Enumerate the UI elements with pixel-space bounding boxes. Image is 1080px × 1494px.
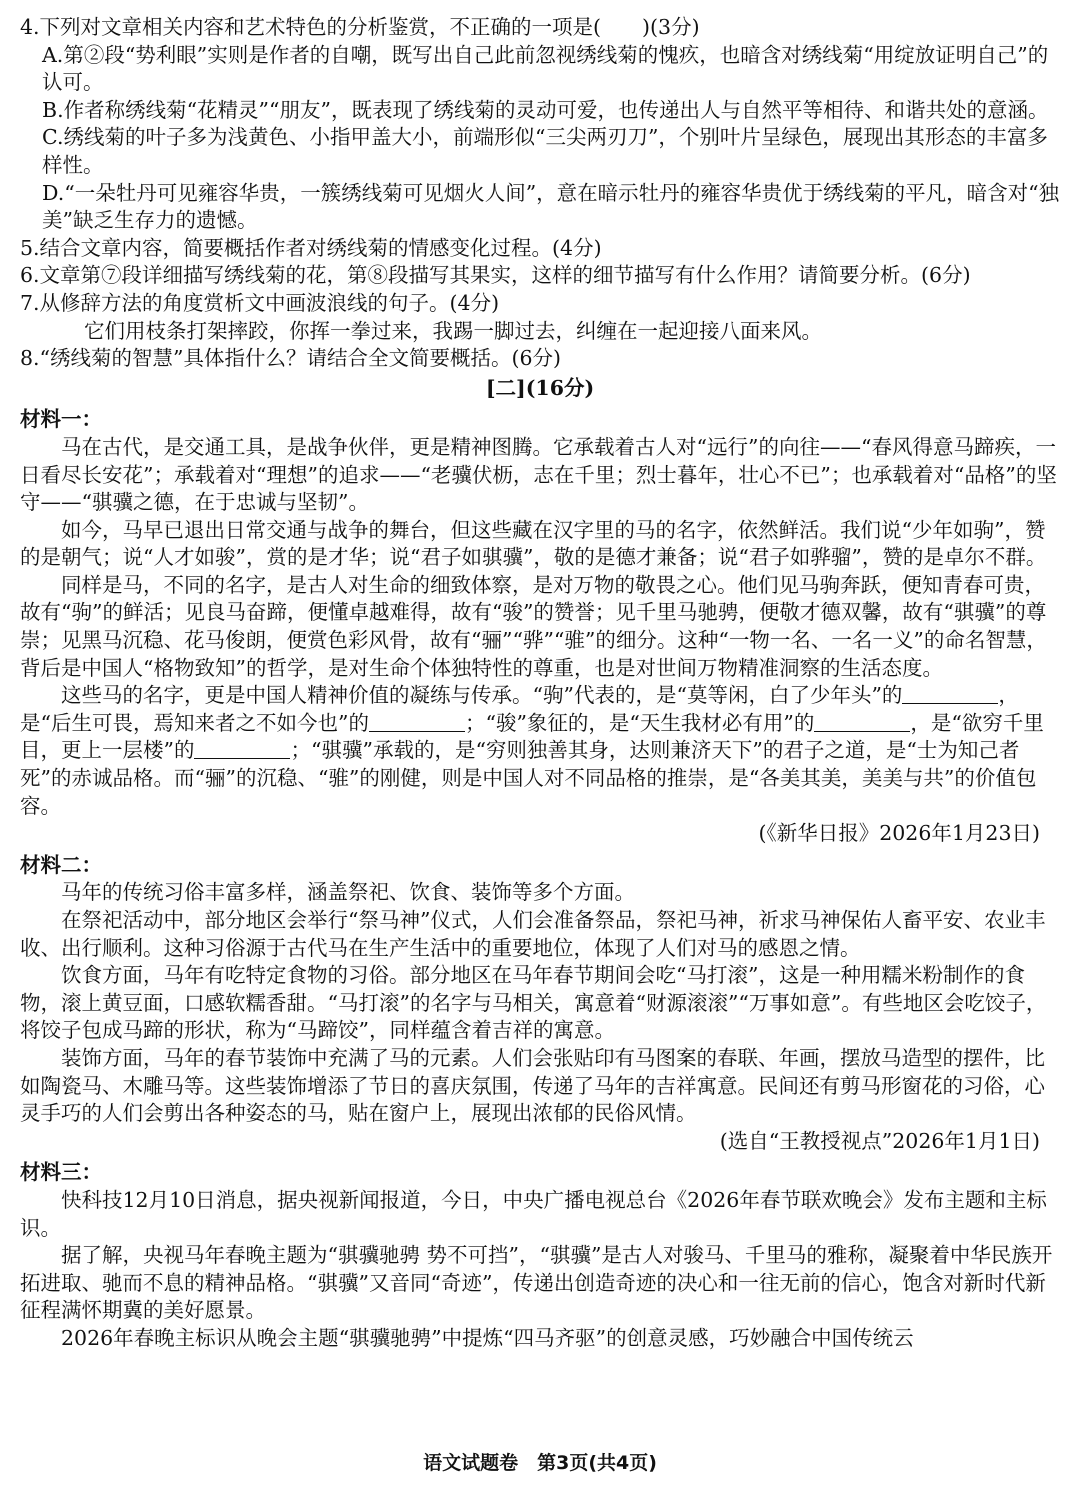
question-4-option-d: D.“一朵牡丹可见雍容华贵，一簇绣线菊可见烟火人间”，意在暗示牡丹的雍容华贵优于绣线菊的平凡，暗含对“独美”缺乏生存力的遗憾。 — [42, 180, 1060, 233]
question-8: 8.“绣线菊的智慧”具体指什么？请结合全文简要概括。(6分) — [20, 346, 562, 371]
question-4: 4.下列对文章相关内容和艺术特色的分析鉴赏，不正确的一项是( )(3分) — [20, 15, 700, 39]
fill-text: ，是“后生可畏，焉知来者之不如今也”的 — [20, 683, 1019, 735]
material-1-fill-paragraph — [20, 682, 1060, 820]
material-2-paragraph: 装饰方面，马年的春节装饰中充满了马的元素。人们会张贴印有马图案的春联、年画，摆放马造型的摆件，比如陶瓷马、木雕马等。这些装饰增添了节日的喜庆氛围，传递了马年的吉祥寓意。民间还有剪马形窗花的习俗，心灵手巧的人们会剪出各种姿态的马，贴在窗户上，展现出浓郁的民俗风情。 — [20, 1045, 1045, 1126]
material-2-paragraph: 马年的传统习俗丰富多样，涵盖祭祀、饮食、装饰等多个方面。 — [61, 880, 635, 905]
question-4-option-b: B.作者称绣线菊“花精灵”“朋友”，既表现了绣线菊的灵动可爱，也传递出人与自然平等相待、和谐共处的意涵。 — [42, 97, 1049, 122]
question-4-option-c: C.绣线菊的叶子多为浅黄色、小指甲盖大小，前端形似“三尖两刃刀”，个别叶片呈绿色，展现出其形态的丰富多样性。 — [42, 125, 1048, 177]
question-7-quoted-sentence: 它们用枝条打架摔跤，你挥一拳过来，我踢一脚过去，纠缠在一起迎接八面来风。 — [84, 318, 822, 343]
answer-blank-4[interactable] — [194, 740, 290, 759]
page-footer: 语文试题卷 第3页(共4页) — [423, 1452, 657, 1475]
section-2-title: [二](16分) — [485, 375, 595, 400]
material-2-source: (选自“王教授视点”2026年1月1日) — [719, 1128, 1040, 1153]
material-1-paragraph: 马在古代，是交通工具，是战争伙伴，更是精神图腾。它承载着古人对“远行”的向往——“春风得意马蹄疾，一日看尽长安花”；承载着对“理想”的追求——“老骥伏枥，志在千里；烈士暮年，壮心不已”；也承载着对“品格”的坚守——“骐骥之德，在于忠诚与坚韧”。 — [20, 434, 1057, 515]
fill-text: ，是“欲穷千里目，更上一层楼”的 — [20, 710, 1044, 763]
material-2-paragraph: 在祭祀活动中，部分地区会举行“祭马神”仪式，人们会准备祭品，祭祀马神，祈求马神保佑人畜平安、农业丰收、出行顺利。这种习俗源于古代马在生产生活中的重要地位，体现了人们对马的感恩之情。 — [20, 908, 1046, 960]
material-3-paragraph: 快科技12月10日消息，据央视新闻报道，今日，中央广播电视总台《2026年春节联欢晚会》发布主题和主标识。 — [20, 1187, 1047, 1240]
fill-text: ；“骐骥”承载的，是“穷则独善其身，达则兼济天下”的君子之道，是“士为知己者死”的赤诚品格。而“骊”的沉稳、“骓”的刚健，则是中国人对不同品格的推崇，是“各美其美，美美与共”的价值包容。 — [20, 738, 1037, 818]
answer-blank-3[interactable] — [814, 713, 910, 732]
material-1-source: (《新华日报》2026年1月23日) — [758, 821, 1040, 846]
material-3-title: 材料三： — [20, 1160, 102, 1185]
material-1-paragraph: 同样是马，不同的名字，是古人对生命的细致体察，是对万物的敬畏之心。他们见马驹奔跃，便知青春可贵，故有“驹”的鲜活；见良马奋蹄，便懂卓越难得，故有“骏”的赞誉；见千里马驰骋，便敬才德双馨，故有“骐骥”的尊崇；见黑马沉稳、花马俊朗，便赏色彩风骨，故有“骊”“骅”“骓”的细分。这种“一物一名、一名一义”的命名智慧，背后是中国人“格物致知”的哲学，是对生命个体独特性的尊重，也是对世间万物精准洞察的生活态度。 — [20, 572, 1047, 680]
material-2-title: 材料二： — [20, 852, 102, 877]
fill-text: 这些马的名字，更是中国人精神价值的凝练与传承。“驹”代表的，是“莫等闲，白了少年头”的 — [61, 683, 903, 708]
question-6: 6.文章第⑦段详细描写绣线菊的花，第⑧段描写其果实，这样的细节描写有什么作用？请简要分析。(6分) — [20, 263, 971, 288]
material-1-title: 材料一： — [20, 407, 102, 432]
material-2-paragraph: 饮食方面，马年有吃特定食物的习俗。部分地区在马年春节期间会吃“马打滚”，这是一种用糯米粉制作的食物，滚上黄豆面，口感软糯香甜。“马打滚”的名字与马相关，寓意着“财源滚滚”“万事如意”。有些地区会吃饺子，将饺子包成马蹄的形状，称为“马蹄饺”，同样蕴含着吉祥的寓意。 — [20, 963, 1047, 1043]
answer-blank-2[interactable] — [369, 713, 465, 732]
material-1-paragraph: 如今，马早已退出日常交通与战争的舞台，但这些藏在汉字里的马的名字，依然鲜活。我们说“少年如驹”，赞的是朝气；说“人才如骏”，赏的是才华；说“君子如骐骥”，敬的是德才兼备；说“君子如骅骝”，赞的是卓尔不群。 — [20, 517, 1047, 570]
fill-text: ；“骏”象征的，是“天生我材必有用”的 — [464, 710, 815, 735]
material-3-paragraph: 2026年春晚主标识从晚会主题“骐骥驰骋”中提炼“四马齐驱”的创意灵感，巧妙融合中国传统云 — [61, 1325, 914, 1350]
question-7: 7.从修辞方法的角度赏析文中画波浪线的句子。(4分) — [20, 290, 500, 315]
question-5: 5.结合文章内容，简要概括作者对绣线菊的情感变化过程。(4分) — [20, 235, 602, 260]
question-4-option-a: A.第②段“势利眼”实则是作者的自嘲，既写出自己此前忽视绣线菊的愧疚，也暗含对绣线菊“用绽放证明自己”的认可。 — [42, 42, 1049, 95]
material-3-paragraph: 据了解，央视马年春晚主题为“骐骥驰骋 势不可挡”，“骐骥”是古人对骏马、千里马的雅称，凝聚着中华民族开拓进取、驰而不息的精神品格。“骐骥”又音同“奇迹”，传递出创造奇迹的决心和一往无前的信心，饱含对新时代新征程满怀期冀的美好愿景。 — [20, 1243, 1053, 1323]
answer-blank-1[interactable] — [902, 685, 998, 704]
